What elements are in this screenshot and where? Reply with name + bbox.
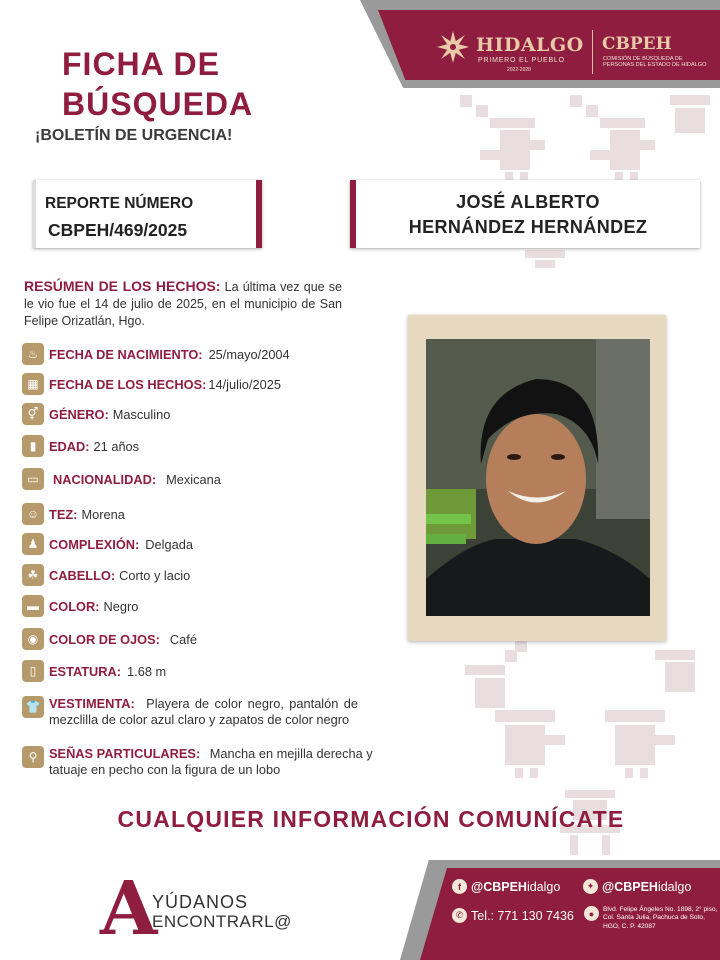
field-label: VESTIMENTA:	[49, 696, 135, 711]
face-icon: ☺	[22, 503, 44, 525]
call-to-action: CUALQUIER INFORMACIÓN COMUNÍCATE	[117, 806, 625, 832]
report-number-label: REPORTE NÚMERO	[45, 195, 194, 212]
urgency-subtitle: ¡BOLETÍN DE URGENCIA!	[35, 127, 233, 144]
title-line-1: FICHA DE	[62, 46, 220, 82]
field-value: 25/mayo/2004	[208, 346, 290, 362]
campaign-logo-line-2: ENCONTRARL@	[152, 912, 292, 931]
cake-icon: ♨	[22, 343, 44, 365]
person-name-line-1: JOSÉ ALBERTO	[456, 192, 600, 212]
twitter-icon: ✦	[583, 879, 598, 894]
field-hair-color	[22, 593, 138, 619]
twitter-handle-rest: idalgo	[657, 879, 692, 894]
field-value: 21 años	[93, 438, 140, 454]
field-label: EDAD:	[49, 438, 90, 454]
field-value: Morena	[81, 506, 125, 522]
person-name	[356, 190, 700, 240]
cbpeh-logo-text: CBPEH	[602, 34, 672, 54]
field-clothing	[22, 696, 358, 728]
field-clothing-text	[49, 696, 358, 728]
color-icon: ▬	[22, 595, 44, 617]
field-label: COMPLEXIÓN:	[49, 536, 140, 552]
hidalgo-tagline: PRIMERO EL PUEBLO	[478, 57, 565, 64]
phone-icon: ✆	[452, 908, 467, 923]
field-gender	[22, 401, 170, 427]
hidalgo-years: 2022-2028	[507, 67, 531, 73]
field-eye-color	[22, 626, 197, 652]
ruler-icon: ▯	[22, 660, 44, 682]
field-value: Masculino	[112, 406, 171, 422]
field-value: Café	[169, 631, 197, 647]
hair-icon: ☘	[22, 564, 44, 586]
hidalgo-flower-logo-icon	[436, 30, 470, 64]
facebook-handle-rest: idalgo	[526, 879, 561, 894]
address-text: Blvd. Felipe Ángeles No. 1898, 2° piso, Col. Santa Julia, Pachuca de Soto, HGO, C. P. 42087	[603, 906, 718, 930]
id-card-icon: ▭	[22, 468, 44, 490]
case-summary	[24, 278, 342, 330]
report-number-value: CBPEH/469/2025	[48, 220, 188, 240]
phone-number[interactable]	[452, 908, 574, 923]
field-label: GÉNERO:	[49, 406, 109, 422]
facebook-handle[interactable]	[452, 879, 560, 894]
field-label: SEÑAS PARTICULARES:	[49, 746, 201, 761]
field-value: 1.68 m	[127, 663, 167, 679]
age-icon: ▮	[22, 435, 44, 457]
field-label: TEZ:	[49, 506, 78, 522]
campaign-logo-letter: A	[100, 866, 158, 952]
field-label: COLOR DE OJOS:	[49, 631, 160, 647]
body-icon: ♟	[22, 533, 44, 555]
title-line-2: BÚSQUEDA	[62, 86, 254, 122]
field-label: COLOR:	[49, 598, 100, 614]
hidalgo-logo-text: HIDALGO	[476, 34, 584, 56]
field-skin-tone	[22, 501, 125, 527]
field-event-date	[22, 371, 281, 397]
field-label: ESTATURA:	[49, 663, 122, 679]
magnifier-icon: ⚲	[22, 746, 44, 768]
twitter-handle[interactable]	[583, 879, 691, 894]
eye-icon: ◉	[22, 628, 44, 650]
field-hair	[22, 562, 190, 588]
summary-label: RESÚMEN DE LOS HECHOS:	[24, 278, 221, 294]
phone-text: Tel.: 771 130 7436	[471, 908, 574, 923]
field-birth-date	[22, 341, 290, 367]
location-icon: ●	[584, 906, 599, 921]
cbpeh-fullname: COMISIÓN DE BÚSQUEDA DE PERSONAS DEL ESTADO DE HIDALGO	[603, 56, 707, 69]
calendar-icon: ▦	[22, 373, 44, 395]
campaign-logo-line-1: YÚDANOS	[152, 892, 249, 912]
field-build	[22, 531, 193, 557]
field-value: Delgada	[145, 536, 193, 552]
person-name-line-2: HERNÁNDEZ HERNÁNDEZ	[408, 217, 648, 237]
facebook-icon: f	[452, 879, 467, 894]
field-nationality	[22, 466, 221, 492]
twitter-handle-bold: @CBPEH	[602, 879, 658, 894]
facebook-handle-bold: @CBPEH	[471, 879, 527, 894]
field-value: Negro	[103, 598, 139, 614]
field-value: 14/julio/2025	[208, 376, 281, 392]
shirt-icon: 👕	[22, 696, 44, 718]
field-value: Mancha en mejilla derecha y tatuaje en pecho con la figura de un lobo	[49, 746, 373, 777]
header-divider	[592, 30, 593, 74]
field-distinguishing-marks	[22, 746, 402, 778]
field-value: Playera de color negro, pantalón de mezclilla de color azul claro y zapatos de color negro	[49, 696, 358, 727]
field-marks-text	[49, 746, 402, 778]
field-value: Corto y lacio	[119, 567, 191, 583]
gender-icon: ⚥	[22, 403, 44, 425]
summary-text: La última vez que se le vio fue el 14 de julio de 2025, en el municipio de San Felipe Orizatlán, Hgo.	[24, 280, 342, 328]
field-label: FECHA DE NACIMIENTO:	[49, 346, 203, 362]
field-label: FECHA DE LOS HECHOS:	[49, 376, 207, 392]
page-title	[62, 44, 292, 124]
field-height	[22, 658, 166, 684]
field-age	[22, 433, 139, 459]
field-label: NACIONALIDAD:	[53, 471, 157, 487]
field-value: Mexicana	[166, 471, 221, 487]
field-label: CABELLO:	[49, 567, 116, 583]
missing-person-photo	[426, 339, 650, 616]
